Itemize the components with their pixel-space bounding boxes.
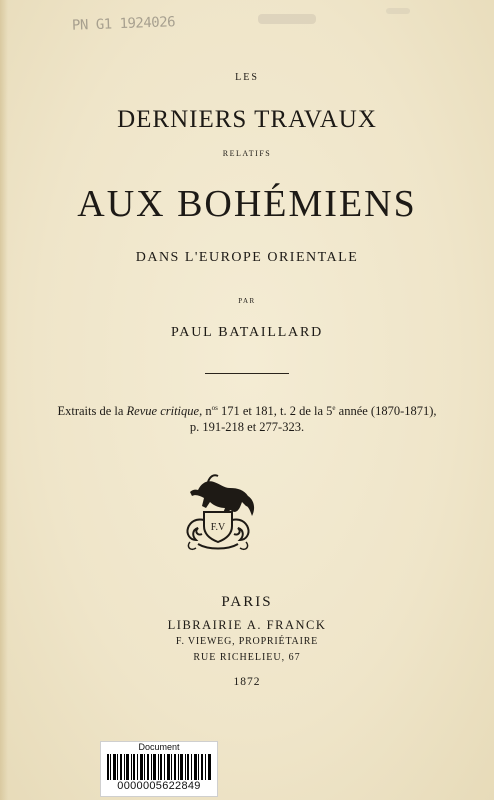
extract-line-2: p. 191-218 et 277-323. (189, 420, 305, 434)
title-relatifs: RELATIFS (222, 149, 272, 158)
extract-sup-2: e (332, 404, 336, 412)
imprint-address: RUE RICHELIEU, 67 (193, 652, 301, 663)
title-les: LES (235, 72, 259, 83)
title-line-3: DANS L'EUROPE ORIENTALE (135, 250, 359, 265)
byline-par: PAR (238, 297, 256, 305)
extract-post: , n (199, 404, 212, 419)
imprint-owner: F. VIEWEG, PROPRIÉTAIRE (175, 636, 319, 647)
separator-rule (205, 373, 289, 374)
extract-line-1 (0, 404, 494, 419)
imprint-year: 1872 (233, 676, 261, 688)
title-line-2: AUX BOHÉMIENS (77, 183, 417, 225)
author-name: PAUL BATAILLARD (170, 325, 323, 340)
horse-printer-mark-icon (168, 460, 268, 560)
barcode-number: 0000005622849 (117, 780, 201, 792)
title-line-1: DERNIERS TRAVAUX (117, 106, 377, 133)
barcode-caption: Document (138, 742, 180, 752)
extract-pre: Extraits de la (57, 404, 127, 419)
journal-title: Revue critique (126, 404, 200, 419)
stamp-smudge-small (386, 8, 410, 14)
barcode-label (100, 741, 218, 797)
handwritten-shelfmark: PN G1 1924026 (71, 14, 176, 34)
extract-rest: 171 et 181, t. 2 de la 5 (217, 404, 333, 419)
imprint-publisher: LIBRAIRIE A. FRANCK (167, 618, 327, 632)
barcode-bars-icon (107, 754, 211, 780)
monogram-text: F.V (210, 522, 226, 533)
stamp-smudge (258, 14, 316, 24)
imprint-city: PARIS (221, 594, 273, 610)
extract-sup: os (211, 404, 218, 412)
extract-end: année (1870-1871), (335, 404, 437, 419)
